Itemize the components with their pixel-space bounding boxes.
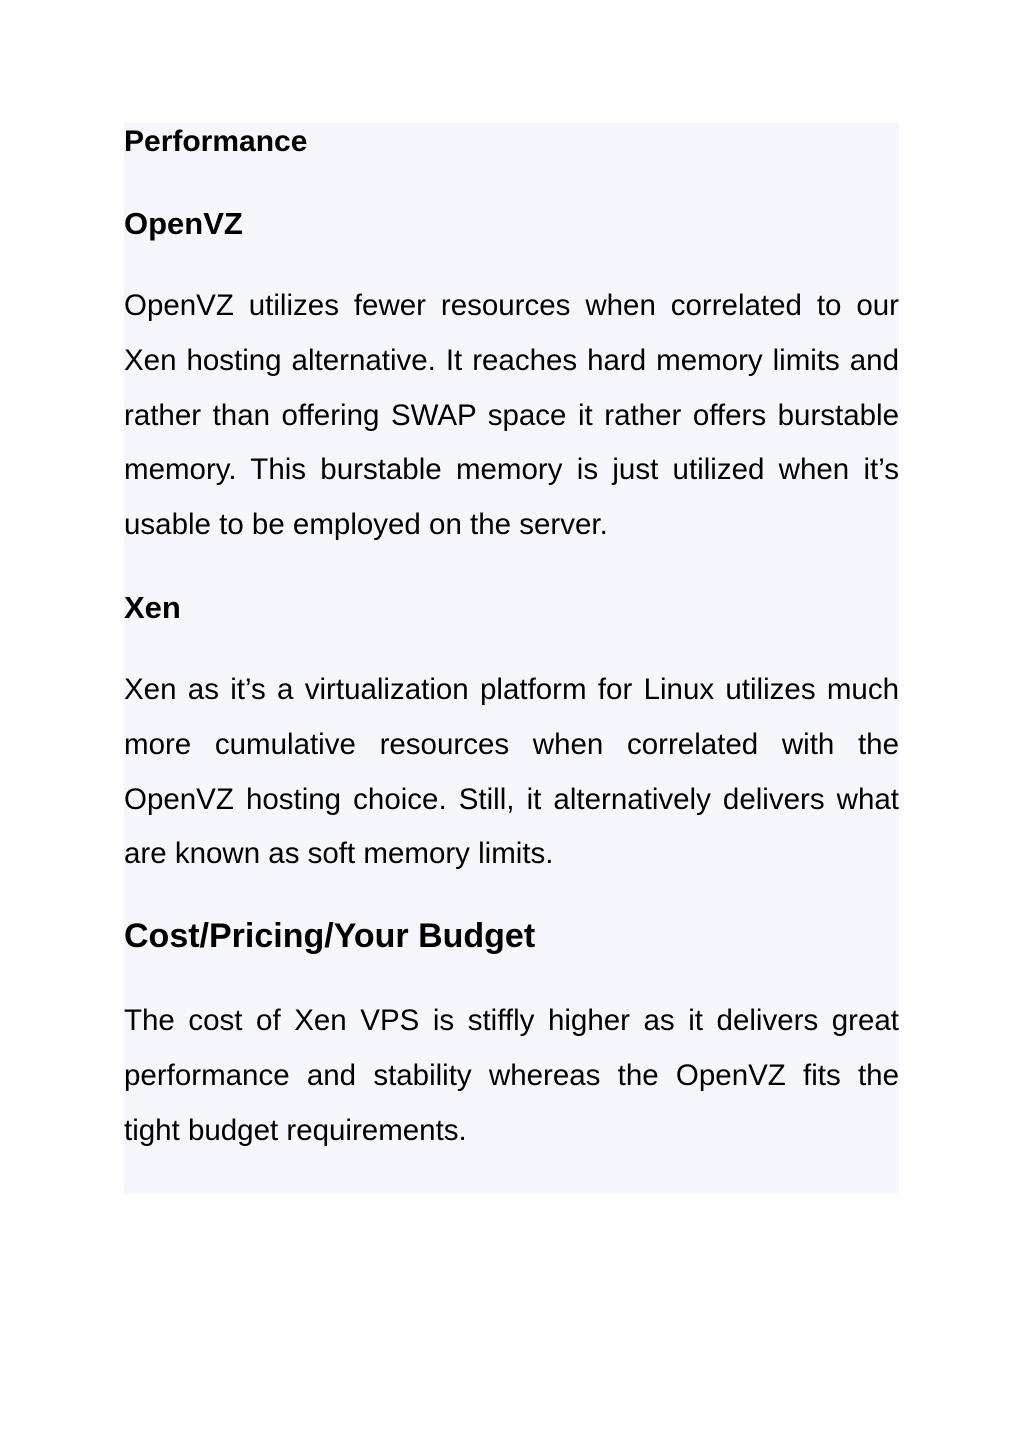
xen-paragraph: Xen as it’s a virtualization platform for Linux utilizes much more cumulative resources when correlated with the OpenVZ hosting choice. Still, it alternatively delivers what are known as soft memory limits. xyxy=(124,673,899,871)
section-title: Performance xyxy=(124,125,308,158)
content-panel xyxy=(124,123,899,1194)
openvz-heading: OpenVZ xyxy=(124,206,243,241)
cost-pricing-paragraph: The cost of Xen VPS is stiffly higher as it delivers great performance and stability whereas the OpenVZ fits the tight budget requirements. xyxy=(124,1004,899,1147)
openvz-paragraph: OpenVZ utilizes fewer resources when correlated to our Xen hosting alternative. It reaches hard memory limits and rather than offering SWAP space it rather offers burstable memory. This burstable memory is just utilized when it’s usable to be employed on the server. xyxy=(124,289,899,542)
xen-heading: Xen xyxy=(124,590,181,625)
cost-pricing-heading: Cost/Pricing/Your Budget xyxy=(124,917,536,955)
